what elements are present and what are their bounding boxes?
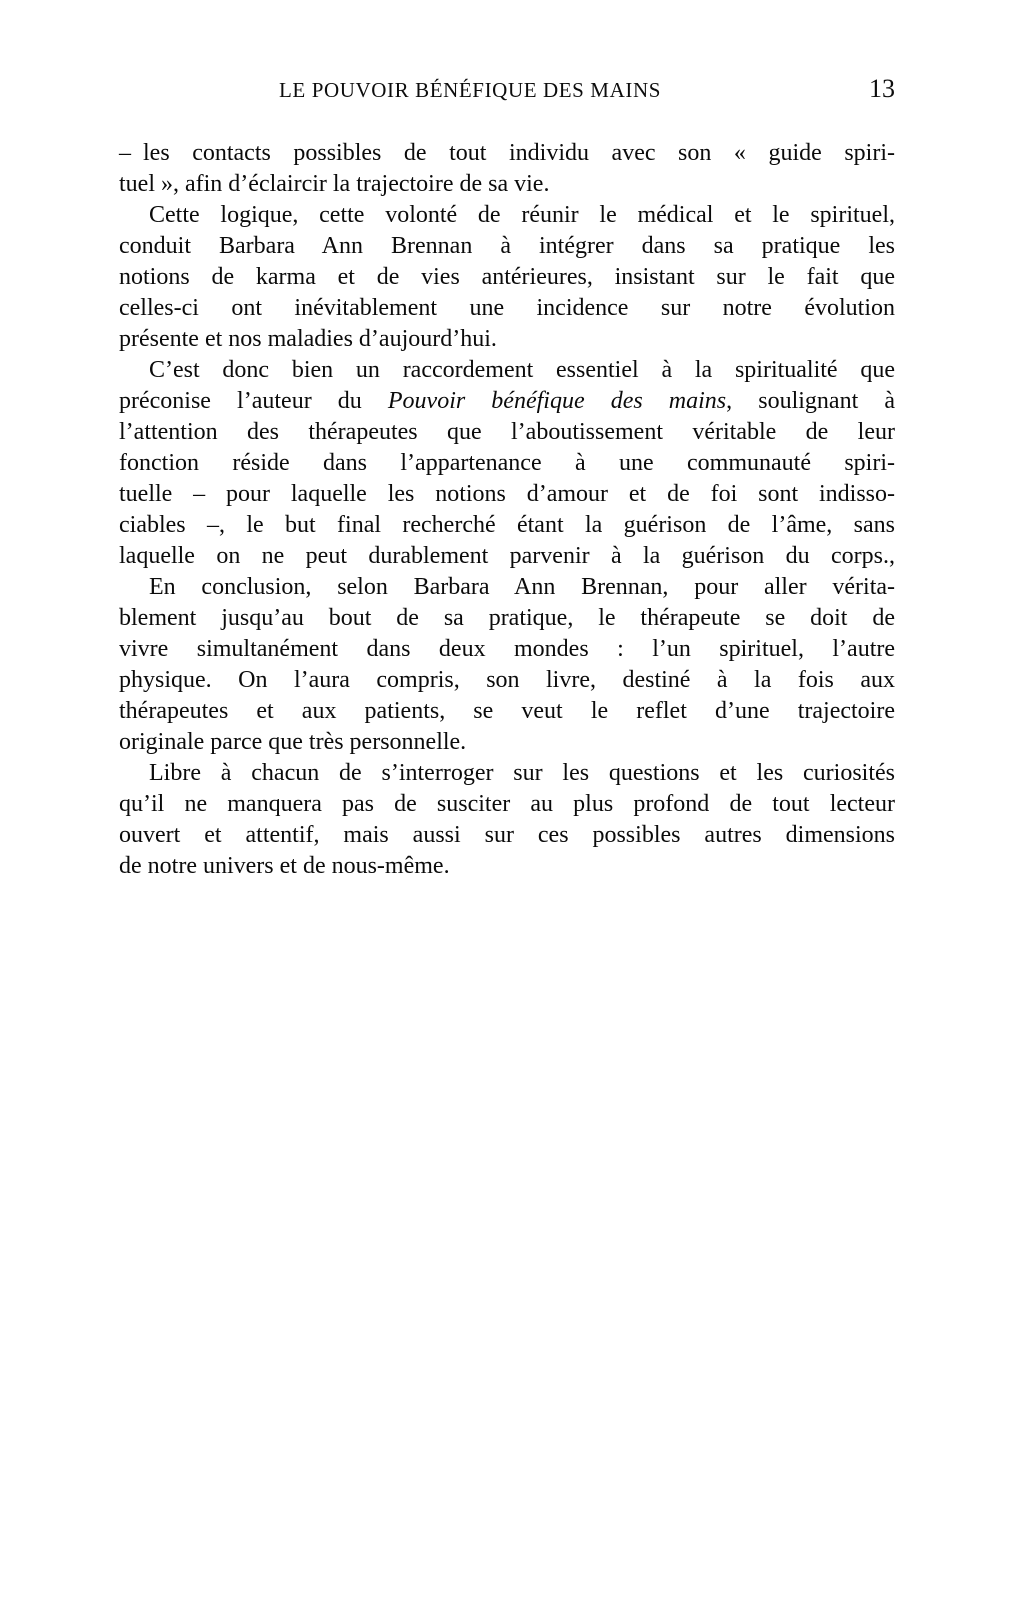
text-segment: ciables –, le but final recherché étant la guérison de l’âme, sans [119,512,895,538]
text-line [119,727,895,758]
text-segment: qu’il ne manquera pas de susciter au plus profond de tout lecteur [119,791,895,817]
text-line [119,603,895,634]
text-segment: , soulignant à [726,388,895,414]
paragraph [119,572,895,758]
text-line [119,262,895,293]
text-segment: tuel », afin d’éclaircir la trajectoire de sa vie. [119,171,550,197]
text-line [119,324,895,355]
text-block [119,138,895,882]
text-segment: Libre à chacun de s’interroger sur les questions et les curiosités [149,760,895,786]
text-segment: présente et nos maladies d’aujourd’hui. [119,326,497,352]
text-line [119,231,895,262]
text-line [119,572,895,603]
text-line [119,200,895,231]
paragraph [119,138,895,200]
text-line [119,851,895,882]
text-segment: ouvert et attentif, mais aussi sur ces possibles autres dimensions [119,822,895,848]
text-segment: celles-ci ont inévitablement une incidence sur notre évolution [119,295,895,321]
paragraph [119,758,895,882]
text-segment: thérapeutes et aux patients, se veut le reflet d’une trajectoire [119,698,895,724]
text-segment: de notre univers et de nous-même. [119,853,450,879]
text-line [119,789,895,820]
text-segment: tuelle – pour laquelle les notions d’amour et de foi sont indisso- [119,481,895,507]
text-segment: blement jusqu’au bout de sa pratique, le thérapeute se doit de [119,605,895,631]
text-line [119,138,895,169]
text-line [119,417,895,448]
text-line [119,758,895,789]
text-segment: – les contacts possibles de tout individu avec son « guide spiri- [119,140,895,166]
running-title: LE POUVOIR BÉNÉFIQUE DES MAINS [278,78,661,102]
text-segment: En conclusion, selon Barbara Ann Brennan, pour aller vérita- [149,574,895,600]
text-segment: préconise l’auteur du [119,388,388,414]
text-line [119,541,895,572]
text-segment: originale parce que très personnelle. [119,729,467,755]
text-segment: notions de karma et de vies antérieures, insistant sur le fait que [119,264,895,290]
paragraph [119,355,895,572]
text-line [119,634,895,665]
text-line [119,820,895,851]
text-line [119,448,895,479]
text-line [119,510,895,541]
text-segment: conduit Barbara Ann Brennan à intégrer dans sa pratique les [119,233,895,259]
text-line [119,293,895,324]
paragraph [119,200,895,355]
page-header [119,74,895,108]
text-segment: Cette logique, cette volonté de réunir le médical et le spirituel, [149,202,895,228]
text-line [119,665,895,696]
text-segment: l’attention des thérapeutes que l’aboutissement véritable de leur [119,419,895,445]
text-segment: laquelle on ne peut durablement parvenir à la guérison du corps., [119,543,895,569]
text-line [119,696,895,727]
text-segment: vivre simultanément dans deux mondes : l’un spirituel, l’autre [119,636,895,662]
text-segment: physique. On l’aura compris, son livre, destiné à la fois aux [119,667,895,693]
text-segment: C’est donc bien un raccordement essentiel à la spiritualité que [149,357,895,383]
text-line [119,479,895,510]
text-line [119,355,895,386]
text-segment: fonction réside dans l’appartenance à une communauté spiri- [119,450,895,476]
text-line [119,386,895,417]
text-line [119,169,895,200]
book-title-italic: Pouvoir bénéfique des mains [387,388,727,414]
page-number: 13 [869,74,895,103]
